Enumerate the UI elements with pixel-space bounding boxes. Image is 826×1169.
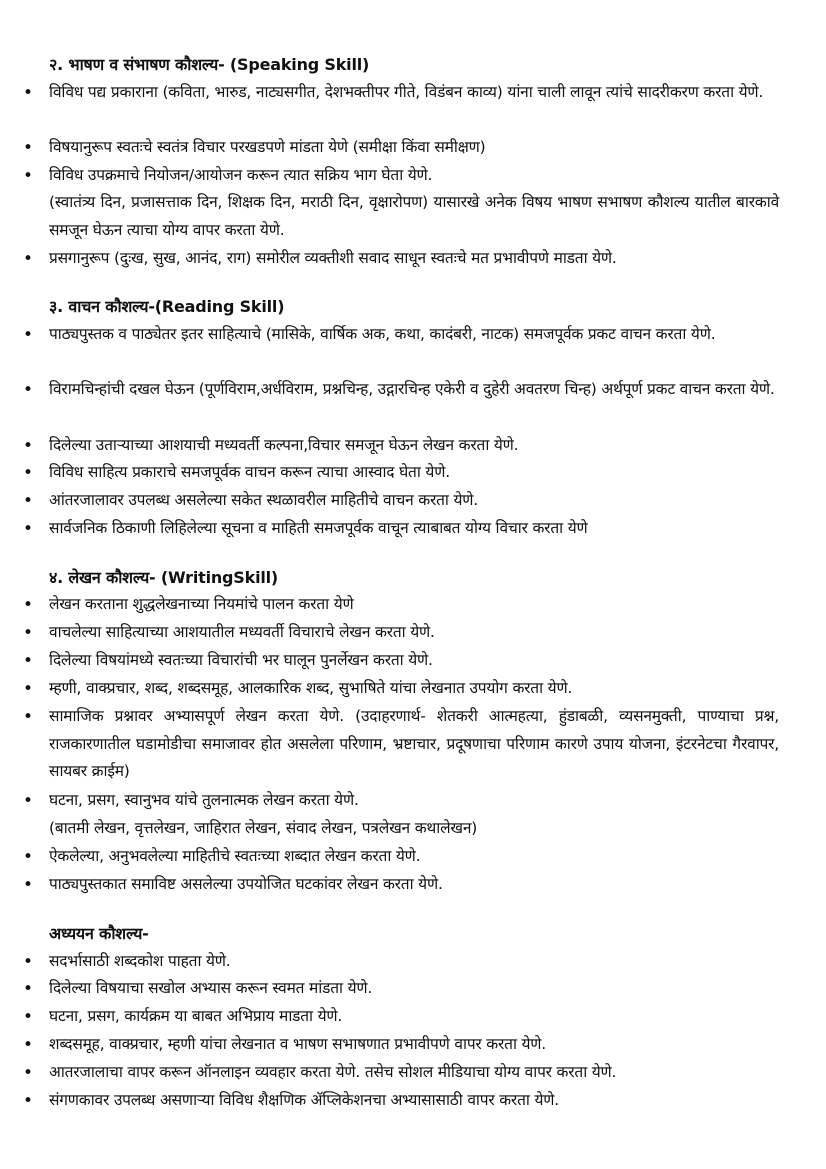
list-item-text: घटना, प्रसग, स्वानुभव यांचे तुलनात्मक लेखन करता येणे.: [49, 791, 359, 809]
bullet-marker: •: [23, 1063, 34, 1083]
list-item-text: विविध उपक्रमाचे नियोजन/आयोजन करून त्यात सक्रिय भाग घेता येणे.: [49, 166, 433, 184]
bullet-marker: •: [23, 519, 34, 539]
list-item-text: पाठ्यपुस्तकात समाविष्ट असलेल्या उपयोजित घटकांवर लेखन करता येणे.: [49, 875, 443, 893]
bullet-marker: •: [23, 595, 34, 615]
bullet-marker: •: [23, 1007, 34, 1027]
list-item-text: पाठ्यपुस्तक व पाठ्येतर इतर साहित्याचे (मासिके, वार्षिक अक, कथा, कादंबरी, नाटक) समजपूर्वक प्रकट वाचन करता येणे.: [49, 325, 716, 343]
list-item-text: दिलेल्या उताऱ्याच्या आशयाची मध्यवर्ती कल्पना,विचार समजून घेऊन लेखन करता येणे.: [49, 436, 519, 454]
bullet-marker: •: [23, 463, 34, 483]
list-item-text: दिलेल्या विषयाचा सखोल अभ्यास करून स्वमत मांडता येणे.: [49, 979, 373, 997]
bullet-marker: •: [23, 138, 34, 158]
bullet-marker: •: [23, 83, 34, 103]
list-item-text: संगणकावर उपलब्ध असणाऱ्या विविध शैक्षणिक ॲप्लिकेशनचा अभ्यासासाठी वापर करता येणे.: [49, 1091, 559, 1109]
list-item-text: विरामचिन्हांची दखल घेऊन (पूर्णविराम,अर्धविराम, प्रश्नचिन्ह, उद्गारचिन्ह एकेरी व दुहेरी अवतरण चिन्ह) अर्थपूर्ण प्रकट वाचन करता येणे.: [49, 380, 775, 398]
section-heading-writing: ४. लेखन कौशल्य- (WritingSkill): [49, 568, 279, 587]
bullet-marker: •: [23, 623, 34, 643]
bullet-marker: •: [23, 249, 34, 269]
list-item-text: घटना, प्रसग, कार्यक्रम या बाबत अभिप्राय माडता येणे.: [49, 1007, 343, 1025]
list-item-text: विषयानुरूप स्वतःचे स्वतंत्र विचार परखडपणे मांडता येणे (समीक्षा किंवा समीक्षण): [49, 138, 486, 156]
bullet-marker: •: [23, 791, 34, 811]
bullet-marker: •: [23, 1091, 34, 1111]
bullet-marker: •: [23, 325, 34, 345]
bullet-marker: •: [23, 979, 34, 999]
list-item-text: लेखन करताना शुद्धलेखनाच्या नियमांचे पालन करता येणे: [49, 595, 354, 613]
section-heading-reading: ३. वाचन कौशल्य-(Reading Skill): [49, 297, 285, 316]
list-item-text: वाचलेल्या साहित्याच्या आशयातील मध्यवर्ती विचाराचे लेखन करता येणे.: [49, 623, 435, 641]
bullet-marker: •: [23, 679, 34, 699]
bullet-marker: •: [23, 491, 34, 511]
bullet-marker: •: [23, 651, 34, 671]
bullet-marker: •: [23, 1035, 34, 1055]
list-item-text: प्रसगानुरूप (दुःख, सुख, आनंद, राग) समोरील व्यक्तीशी सवाद साधून स्वतःचे मत प्रभावीपणे माडता येणे.: [49, 249, 617, 267]
section-heading-speaking: २. भाषण व संभाषण कौशल्य- (Speaking Skill): [49, 55, 370, 74]
section-heading-study: अध्ययन कौशल्य-: [49, 924, 149, 943]
list-item-text: आतरजालाचा वापर करून ऑनलाइन व्यवहार करता येणे. तसेच सोशल मीडियाचा योग्य वापर करता येणे.: [49, 1063, 617, 1081]
bullet-marker: •: [23, 436, 34, 456]
list-item-text: विविध साहित्य प्रकाराचे समजपूर्वक वाचन करून त्याचा आस्वाद घेता येणे.: [49, 463, 450, 481]
list-item-text: विविध पद्य प्रकाराना (कविता, भारुड, नाट्यसगीत, देशभक्तीपर गीते, विडंबन काव्य) यांना चाली लावून त्यांचे सादरीकरण करता येणे.: [49, 83, 764, 101]
list-item-text: म्हणी, वाक्प्रचार, शब्द, शब्दसमूह, आलकारिक शब्द, सुभाषिते यांचा लेखनात उपयोग करता येणे.: [49, 679, 573, 697]
bullet-marker: •: [23, 380, 34, 400]
bullet-marker: •: [23, 952, 34, 972]
bullet-marker: •: [23, 707, 34, 727]
list-item-text: (स्वातंत्र्य दिन, प्रजासत्ताक दिन, शिक्षक दिन, मराठी दिन, वृक्षारोपण) यासारखे अनेक विषय भाषण सभाषण कौशल्य यातील बारकावे समजून घेऊन त्याचा योग्य वापर करता येणे.: [49, 193, 779, 239]
list-item-text: सार्वजनिक ठिकाणी लिहिलेल्या सूचना व माहिती समजपूर्वक वाचून त्याबाबत योग्य विचार करता येणे: [49, 519, 588, 537]
list-item-text: आंतरजालावर उपलब्ध असलेल्या सकेत स्थळावरील माहितीचे वाचन करता येणे.: [49, 491, 478, 509]
list-item-text: दिलेल्या विषयांमध्ये स्वतःच्या विचारांची भर घालून पुनर्लेखन करता येणे.: [49, 651, 433, 669]
list-item-text: (बातमी लेखन, वृत्तलेखन, जाहिरात लेखन, संवाद लेखन, पत्रलेखन कथालेखन): [49, 819, 478, 837]
list-item-text: सामाजिक प्रश्नावर अभ्यासपूर्ण लेखन करता येणे. (उदाहरणार्थ- शेतकरी आत्महत्या, हुंडाबळी, व्यसनमुक्ती, पाण्याचा प्रश्न, राजकारणातील घडामोडीचा समाजावर होत असलेला परिणाम, भ्रष्टाचार, प्रदूषणाचा परिणाम कारणे उपाय योजना, इंटरनेटचा गैरवापर, सायबर क्राईम): [49, 707, 779, 780]
list-item-text: सदर्भासाठी शब्दकोश पाहता येणे.: [49, 952, 231, 970]
bullet-marker: •: [23, 875, 34, 895]
list-item-text: शब्दसमूह, वाक्प्रचार, म्हणी यांचा लेखनात व भाषण सभाषणात प्रभावीपणे वापर करता येणे.: [49, 1035, 547, 1053]
bullet-marker: •: [23, 166, 34, 186]
list-item-text: ऐकलेल्या, अनुभवलेल्या माहितीचे स्वतःच्या शब्दात लेखन करता येणे.: [49, 847, 421, 865]
bullet-marker: •: [23, 847, 34, 867]
